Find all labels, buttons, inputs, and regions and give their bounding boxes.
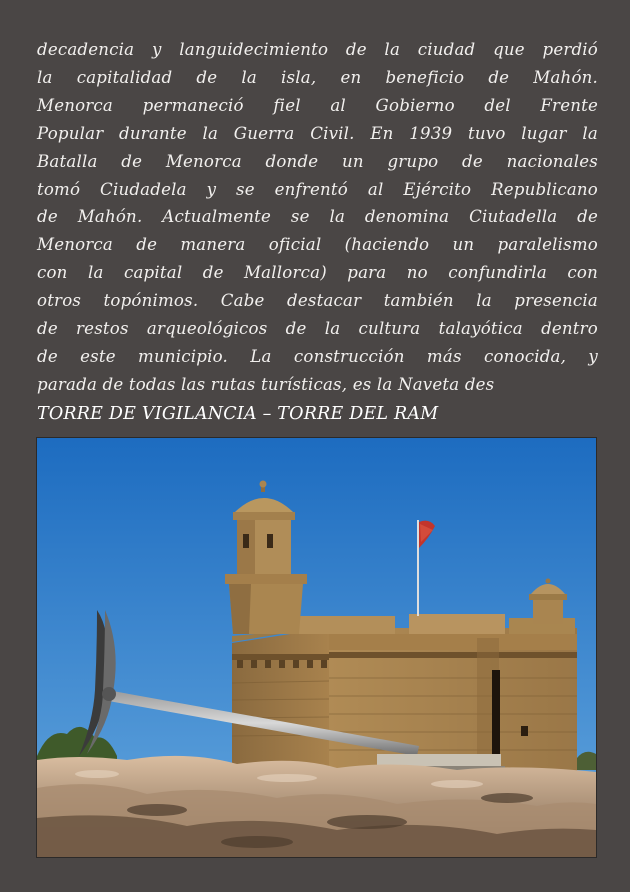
body-line: Batalla de Menorca donde un grupo de nacionales — [37, 151, 598, 171]
body-line: de este municipio. La construcción más conocida, y — [37, 346, 598, 366]
body-line: con la capital de Mallorca) para no confundirla con — [37, 263, 598, 283]
body-line: la capitalidad de la isla, en beneficio de Mahón. — [37, 67, 598, 87]
body-line: otros topónimos. Cabe destacar también la presencia — [37, 291, 598, 311]
body-paragraph — [37, 36, 598, 399]
body-line: de restos arqueológicos de la cultura talayótica dentro — [37, 319, 598, 339]
body-line: Menorca de manera oficial (haciendo un paralelismo — [37, 235, 598, 255]
body-line: Popular durante la Guerra Civil. En 1939 tuvo lugar la — [37, 123, 598, 143]
body-line: parada de todas las rutas turísticas, es la Naveta des — [37, 374, 495, 394]
tower-illustration — [37, 438, 596, 857]
rock-foreground — [37, 756, 596, 857]
body-line: tomó Ciudadela y se enfrentó al Ejército Republicano — [37, 179, 598, 199]
body-line: de Mahón. Actualmente se la denomina Ciutadella de — [37, 207, 598, 227]
body-line: decadencia y languidecimiento de la ciudad que perdió — [37, 40, 598, 59]
body-line: Menorca permaneció fiel al Gobierno del Frente — [37, 95, 598, 115]
tower-photo — [36, 437, 597, 858]
photo-caption: TORRE DE VIGILANCIA – TORRE DEL RAM — [37, 404, 439, 424]
